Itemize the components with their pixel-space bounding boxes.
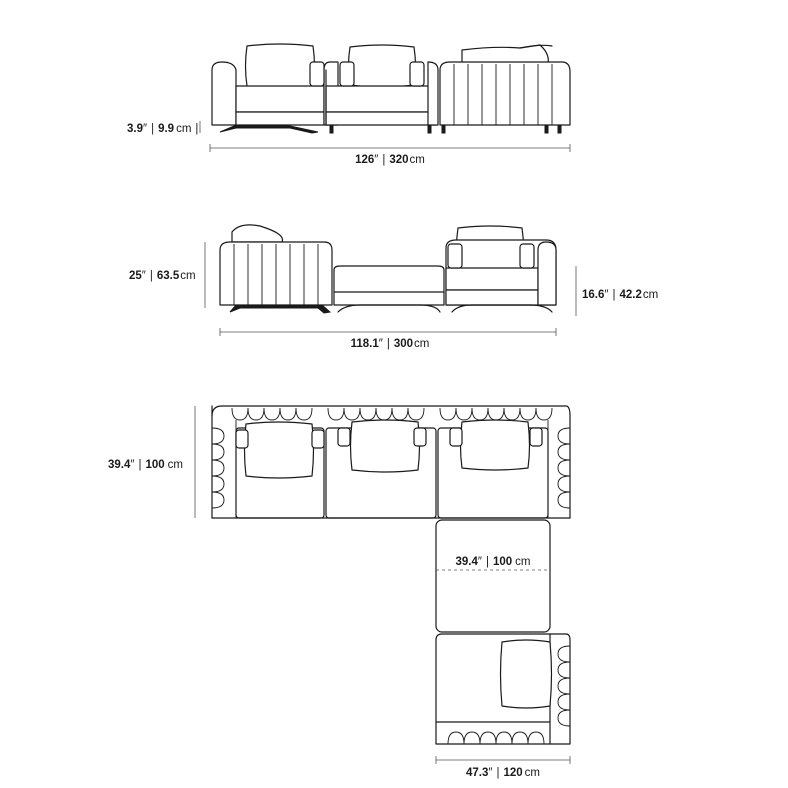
side-width-label bbox=[351, 338, 430, 350]
cm-unit: cm bbox=[167, 459, 183, 471]
cm-unit: cm bbox=[524, 767, 540, 779]
inch-mark: ″ bbox=[604, 289, 609, 301]
top-chaise-width-cm: 120 bbox=[503, 767, 523, 779]
front-left-arm bbox=[212, 62, 236, 125]
side-seat-height-in: 16.6 bbox=[582, 289, 605, 301]
top-ottoman-depth-cm: 100 bbox=[492, 556, 513, 568]
side-back-height-in: 25 bbox=[129, 270, 142, 282]
inch-mark: ″ bbox=[374, 154, 379, 166]
cm-unit: cm bbox=[515, 556, 531, 568]
separator: | bbox=[382, 154, 386, 166]
separator: | bbox=[149, 270, 153, 282]
inch-mark: ″ bbox=[488, 767, 493, 779]
side-seat-height-label bbox=[582, 289, 658, 301]
front-width-label bbox=[355, 154, 425, 166]
side-back-height-cm: 63.5 bbox=[156, 270, 180, 282]
cm-unit: cm bbox=[409, 154, 425, 166]
top-depth-in: 39.4 bbox=[108, 459, 131, 471]
cm-unit: cm bbox=[642, 289, 659, 301]
top-ottoman-depth-in: 39.4 bbox=[455, 556, 478, 568]
cm-unit: cm bbox=[176, 123, 192, 135]
separator: | bbox=[138, 459, 142, 471]
front-leg-height-label bbox=[127, 123, 198, 135]
side-back-height-label bbox=[129, 270, 196, 282]
top-chaise-width-in: 47.3 bbox=[466, 767, 489, 779]
top-pillow-right bbox=[461, 420, 530, 470]
top-depth-cm: 100 bbox=[145, 459, 165, 471]
cm-unit: cm bbox=[414, 338, 430, 350]
front-leg-height-cm: 9.9 bbox=[158, 123, 175, 135]
separator: | bbox=[195, 123, 199, 135]
side-pillow-left bbox=[232, 225, 283, 242]
front-view bbox=[127, 44, 570, 166]
top-ottoman bbox=[436, 520, 550, 632]
inch-mark: ″ bbox=[378, 338, 383, 350]
side-width-cm: 300 bbox=[393, 338, 414, 350]
top-pillow-left bbox=[245, 422, 314, 478]
side-view bbox=[129, 225, 658, 350]
inch-mark: ″ bbox=[143, 123, 148, 135]
top-chaise-width-label bbox=[466, 767, 540, 779]
side-width-in: 118.1 bbox=[350, 338, 379, 350]
front-pillow-left bbox=[246, 44, 315, 88]
top-ottoman-depth-label bbox=[456, 556, 531, 568]
top-view bbox=[108, 406, 570, 779]
inch-mark: ″ bbox=[141, 270, 146, 282]
top-pillow-chaise bbox=[501, 640, 552, 708]
separator: | bbox=[151, 123, 155, 135]
side-ottoman bbox=[334, 266, 444, 305]
inch-mark: ″ bbox=[477, 556, 482, 568]
separator: | bbox=[485, 556, 489, 568]
front-right-channel-back bbox=[440, 62, 570, 125]
front-leg-height-in: 3.9 bbox=[127, 123, 143, 135]
side-seat-height-cm: 42.2 bbox=[619, 289, 642, 301]
inch-mark: ″ bbox=[130, 459, 135, 471]
separator: | bbox=[612, 289, 616, 301]
cm-unit: cm bbox=[180, 270, 196, 282]
front-width-in: 126 bbox=[355, 154, 375, 166]
separator: | bbox=[386, 338, 390, 350]
front-width-cm: 320 bbox=[389, 154, 409, 166]
top-depth-label bbox=[108, 459, 183, 471]
front-pillow-center bbox=[349, 45, 416, 87]
top-pillow-center bbox=[351, 420, 420, 472]
front-pillow-right bbox=[462, 45, 548, 64]
separator: | bbox=[496, 767, 500, 779]
